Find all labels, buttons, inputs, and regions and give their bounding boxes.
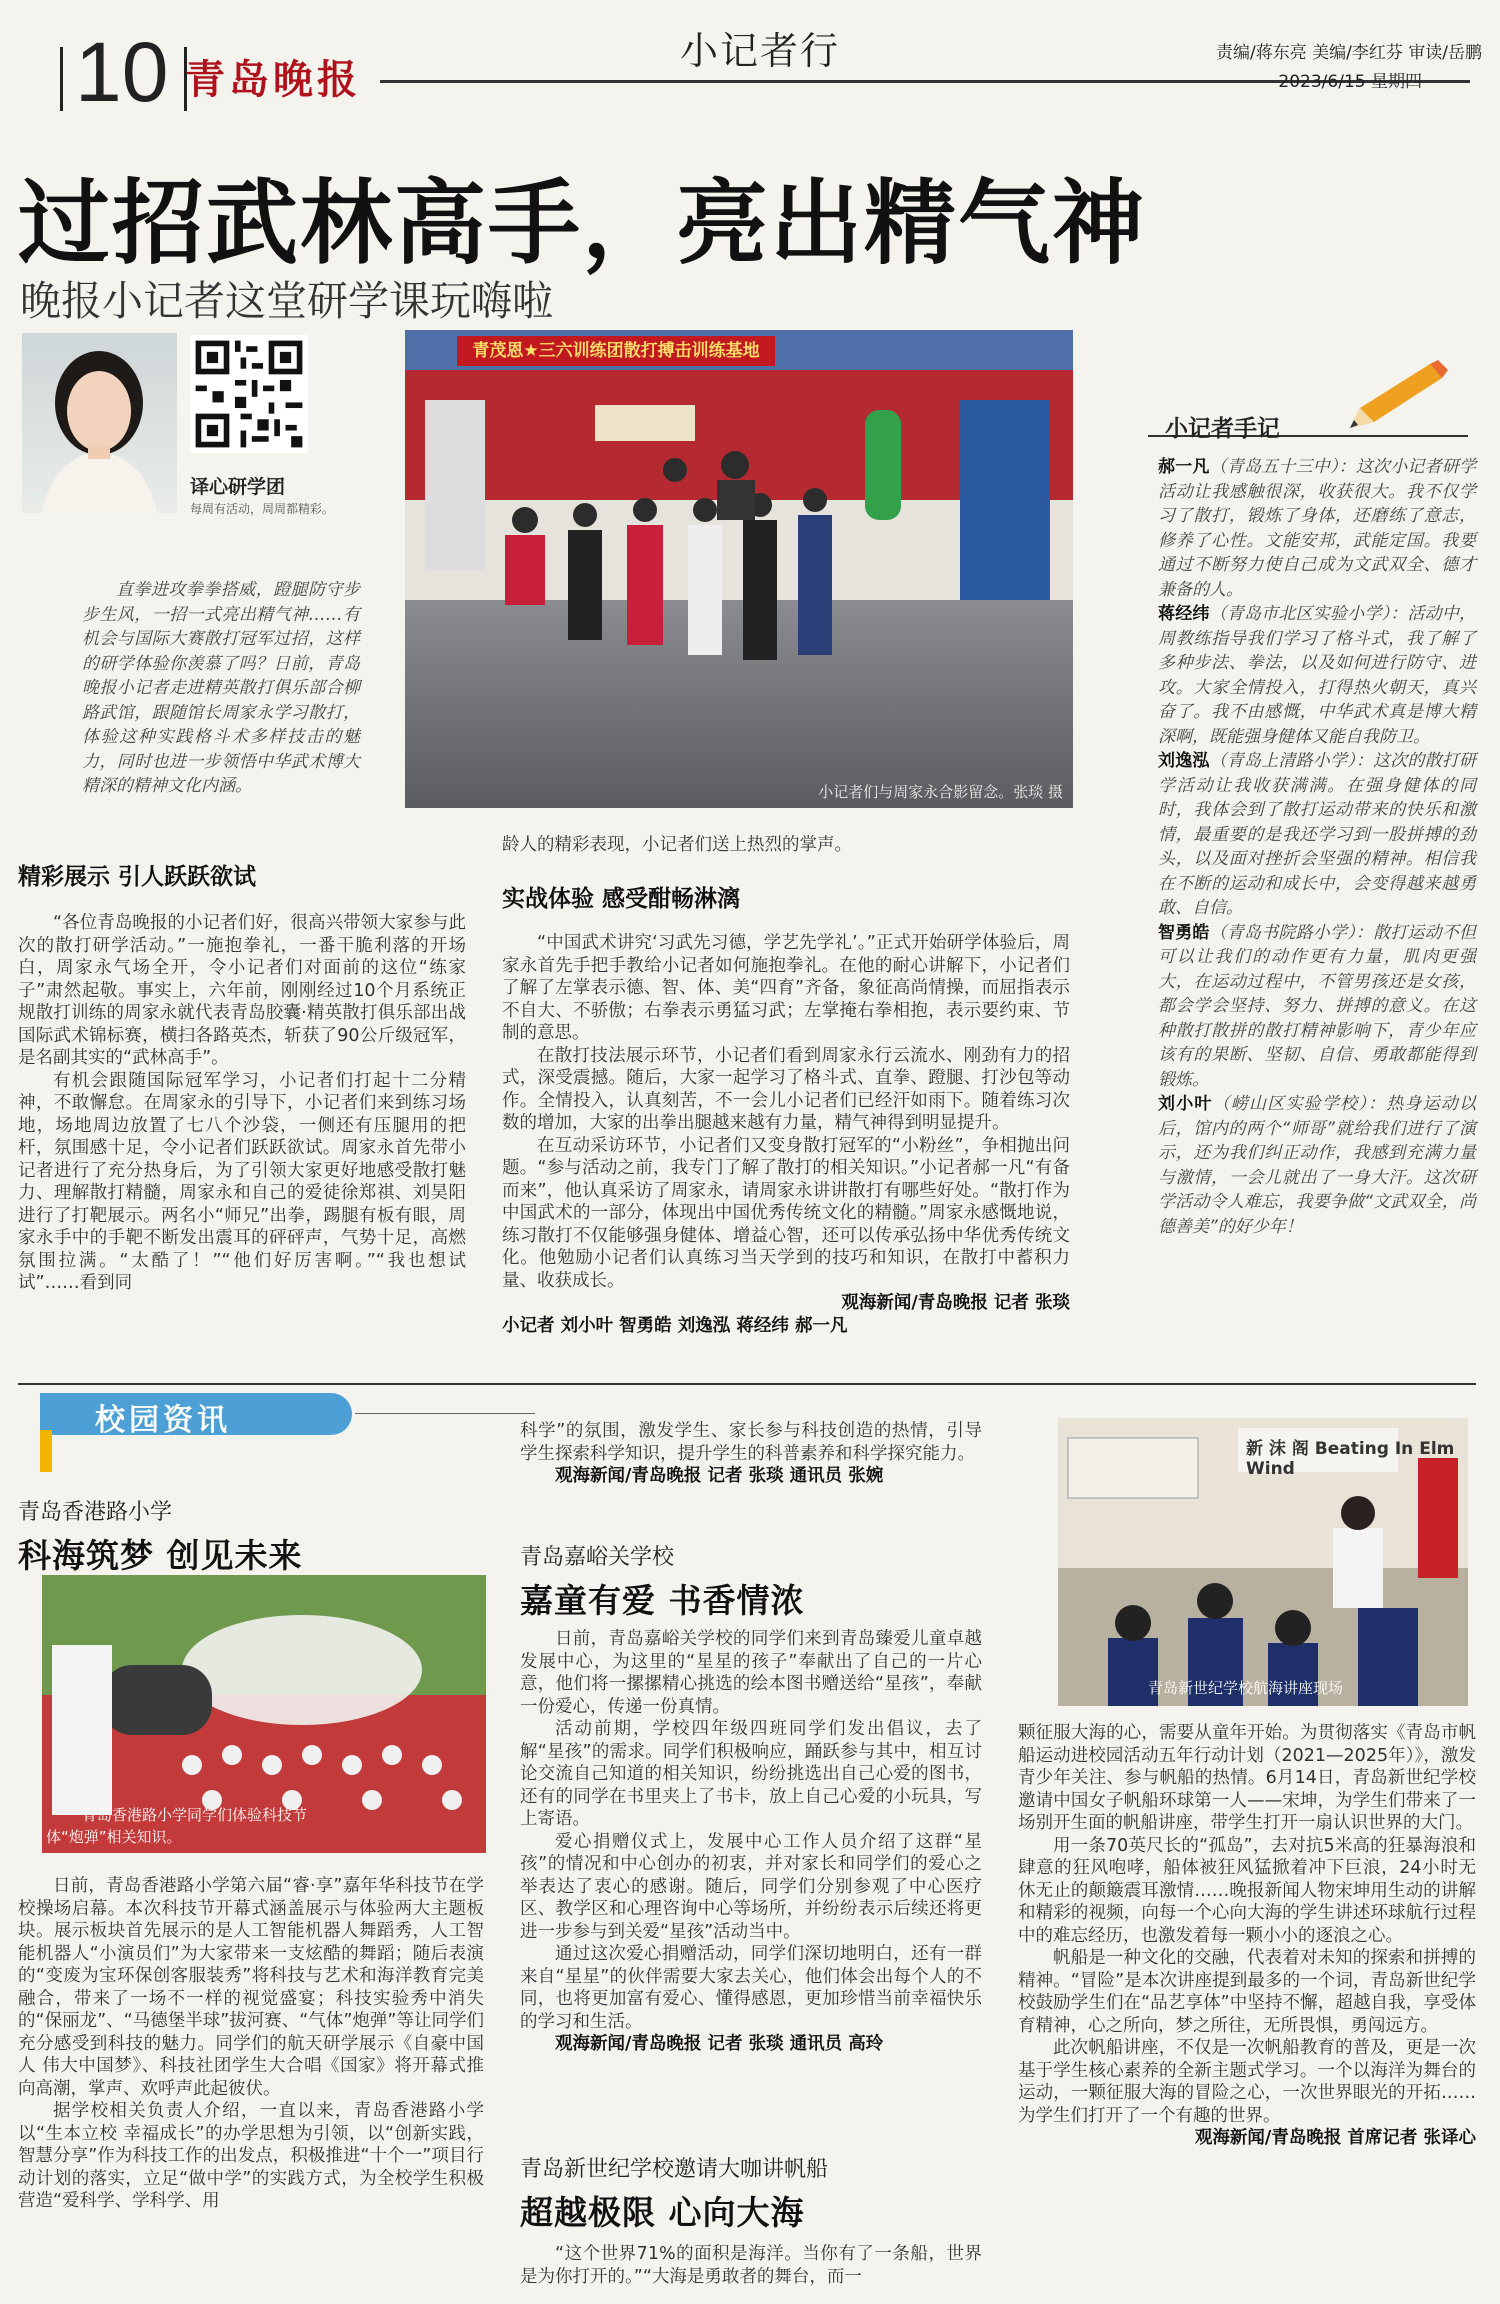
lead-photo [405,330,1073,808]
qr-code[interactable] [190,335,308,453]
note-item: 刘逸泓（青岛上清路小学）：这次的散打研学活动让我收获满满。在强身健体的同时，我体会到了散打运动带来的快乐和激情，最重要的是我还学习到一股拼搏的劲头，以及面对挫折会坚强的精神。相信我在不断的运动和成长中，会变得越来越勇敢、自信。 [1158,751,1477,918]
page-number: 10 [48,32,199,112]
section-heading-2: 实战体验 感受酣畅淋漓 [502,886,741,912]
a3-photo-caption: 青岛新世纪学校航海讲座现场 [1148,1679,1344,1697]
a3-body: 颗征服大海的心，需要从童年开始。为贯彻落实《青岛市帆船运动进校园活动五年行动计划（2021—2025年）》，激发青少年关注、参与帆船的热情。6月14日，青岛新世纪学校邀请中国女子帆船环球第一人——宋坤，为学生们带来了一场别开生面的帆船讲座，带学生打开一扇认识世界的大门。 用一条70英尺长的“孤岛”，去对抗5米高的狂暴海浪和肆意的狂风咆哮，船体被狂风猛掀着冲下巨浪，24小时无休无止的颠簸震耳激情……晚报新闻人物宋坤用生动的讲解和精彩的视频，向每一个心向大海的学生讲述环球航行过程中的难忘经历，也激发着每一颗小小的逐浪之心。 帆船是一种文化的交融，代表着对未知的探索和拼搏的精神。“冒险”是本次讲座提到最多的一个词，青岛新世纪学校鼓励学生们在“品艺享体”中坚持不懈，超越自我，享受体育精神，心之所向，梦之所往，无所畏惧，勇闯远方。 此次帆船讲座，不仅是一次帆船教育的普及，更是一次基于学生核心素养的全新主题式学习。一个以海洋为舞台的运动，一颗征服大海的冒险之心，一次世界眼光的开拓……为学生们打开了一个有趣的世界。 观海新闻/青岛晚报 首席记者 张译心 [1018,1723,1476,2148]
note-item: 蒋经纬（青岛市北区实验小学）：活动中，周教练指导我们学习了格斗式，我了解了多种步法、拳法，以及如何进行防守、进攻。大家全情投入，打得热火朝天，真兴奋了。我不由感慨，中华武术真是博大精深啊，既能强身健体又能自我防卫。 [1158,604,1477,747]
a3-body-start: “这个世界71%的面积是海洋。当你有了一条船，世界是为你打开的。”“大海是勇敢者的舞台，而一 [520,2244,982,2287]
brand-name: 译心研学团 [190,476,286,498]
section-divider [18,1383,1476,1385]
campus-label: 校园资讯 [95,1403,231,1438]
a1-body: 日前，青岛香港路小学第六届“睿·享”嘉年华科技节在学校操场启幕。本次科技节开幕式涵盖展示与体验两大主题板块。展示板块首先展示的是人工智能机器人舞蹈秀，人工智能机器人“小演员们”为大家带来一支炫酷的舞蹈；随后表演的“变废为宝环保创客服装秀”将科技与艺术和海洋教育完美融合，带来了一场不一样的视觉盛宴；科技实验秀中消失的“保丽龙”、“马德堡半球”拔河赛、“气体”炮弹”等让同学们充分感受到科技的魅力。同学们的航天研学展示《自豪中国人 伟大中国梦》、科技社团学生大合唱《国家》将开幕式推向高潮，掌声、欢呼声此起彼伏。 据学校相关负责人介绍，一直以来，青岛香港路小学以“生本立校 幸福成长”的办学思想为引领，以“创新实践，智慧分享”作为科技工作的出发点，积极推进“十个一”项目行动计划的落实，立足“做中学”的实践方式，为全校学生积极营造“爱科学、学科学、用 [18,1876,484,2211]
brand-slogan: 每周有活动，周周都精彩。 [190,502,335,516]
portrait-illustration [22,333,177,513]
a1-photo-caption-2: 体“炮弹”相关知识。 [46,1828,182,1846]
a1-title: 科海筑梦 创见未来 [18,1536,303,1575]
a3-photo [1058,1418,1468,1706]
note-item: 郝一凡（青岛五十三中）：这次小记者研学活动让我感触很深，收获很大。我不仅学习了散打，锻炼了身体，还磨练了意志，修养了心性。文能安邦，武能定国。我要通过不断努力使自己成为文武双全、德才兼备的人。 [1158,457,1477,600]
notes-title: 小记者手记 [1165,416,1280,442]
subhead: 晚报小记者这堂研学课玩嗨啦 [20,277,553,325]
section-title: 小记者行 [680,29,841,73]
headline: 过招武林高手，亮出精气神 [18,170,1147,277]
a1-photo [42,1575,486,1853]
campus-label-tab [40,1430,52,1472]
a3-title: 超越极限 心向大海 [520,2193,805,2232]
newspaper-logo: 青岛晚报 [185,56,361,103]
note-item: 智勇皓（青岛书院路小学）：散打运动不但可以让我们的动作更有力量，肌肉更强大，在运动过程中，不管男孩还是女孩，都会学会坚持、努力、拼搏的意义。在这种散打散拼的散打精神影响下，青少年应该有的果断、坚韧、自信、勇敢都能得到锻炼。 [1158,922,1477,1090]
notes-list [1158,455,1476,1239]
section-2-body: “中国武术讲究‘习武先习德，学艺先学礼’。”正式开始研学体验后，周家永首先手把手教给小记者如何施抱拳礼。在他的耐心讲解下，小记者们了解了左掌表示德、智、体、美“四育”齐备，象征高尚情操，而屈指表示不自大、不骄傲；右拳表示勇猛习武；左掌掩右拳相抱，表示要约束、节制的意思。 在散打技法展示环节，小记者们看到周家永行云流水、刚劲有力的招式，深受震撼。随后，大家一起学习了格斗式、直拳、蹬腿、打沙包等动作。全情投入，认真刻苦，不一会儿小记者们已经汗如雨下。随着练习次数的增加，大家的出拳出腿越来越有力量，精气神得到明显提升。 在互动采访环节，小记者们又变身散打冠军的“小粉丝”，争相抛出问题。“参与活动之前，我专门了解了散打的相关知识。”小记者郝一凡“有备而来”，他认真采访了周家永，请周家永讲讲散打有哪些好处。“散打作为中国武术的一部分，体现出中国优秀传统文化的精髓。”周家永感慨地说，练习散打不仅能够强身健体、增益心智，还可以传承弘扬中华优秀传统文化。他勉励小记者们认真练习当天学到的技巧和知识，在散打中蓄积力量、收获成长。 观海新闻/青岛晚报 记者 张琰 小记者 刘小叶 智勇皓 刘逸泓 蒋经纬 郝一凡 [502,933,1070,1336]
photo-banner: 青茂恩★三六训练团散打搏击训练基地 [457,336,775,366]
a2-school: 青岛嘉峪关学校 [520,1545,675,1570]
pencil-icon [1330,358,1450,438]
section-2-continued: 龄人的精彩表现，小记者们送上热烈的掌声。 [502,835,852,855]
lead-photo-illustration [405,330,1073,808]
note-item: 刘小叶（崂山区实验学校）：热身运动以后，馆内的两个“师哥”就给我们进行了演示，还为我们纠正动作，我感到充满力量与激情，一会儿就出了一身大汗。这次研学活动令人难忘，我要争做“文武双全，尚德善美”的好少年！ [1158,1094,1477,1237]
qr-code-icon [190,335,308,453]
a1-school: 青岛香港路小学 [18,1500,173,1525]
intro-text: 直拳进攻拳拳搭威，蹬腿防守步步生风，一招一式亮出精气神……有机会与国际大赛散打冠军过招，这样的研学体验你羡慕了吗？日前，青岛晚报小记者走进精英散打俱乐部合柳路武馆，跟随馆长周家永学习散打，体验这种实践格斗术多样技击的魅力，同时也进一步领悟中华武术博大精深的精神文化内涵。 [82,580,360,796]
campus-rule [355,1413,535,1414]
reporter-portrait [22,333,177,513]
section-1-body: “各位青岛晚报的小记者们好，很高兴带领大家参与此次的散打研学活动。”一施抱拳礼，一番干脆利落的开场白，周家永气场全开，令小记者们对面前的这位“练家子”肃然起敬。事实上，六年前，刚刚经过10个月系统正规散打训练的周家永就代表青岛胶囊·精英散打俱乐部出战国际武术锦标赛，横扫各路英杰，斩获了90公斤级冠军，是名副其实的“武林高手”。 有机会跟随国际冠军学习，小记者们打起十二分精神，不敢懈怠。在周家永的引导下，小记者们来到练习场地，场地周边放置了七八个沙袋，一侧还有压腿用的把杆，氛围感十足，令小记者们跃跃欲试。周家永首先带小记者进行了充分热身后，为了引领大家更好地感受散打魅力、理解散打精髓，周家永和自己的爱徒徐郑祺、刘昊阳进行了打靶展示。两名小“师兄”出拳，踢腿有板有眼，周家永手中的手靶不断发出震耳的砰砰声，气势十足，高燃氛围拉满。“太酷了！”“他们好厉害啊。”“我也想试试”……看到同 [18,913,466,1293]
masthead-credits: 责编/蒋东亮 美编/李红芬 审读/岳鹏 2023/6/15 星期四 [1216,43,1482,92]
a2-body: 日前，青岛嘉峪关学校的同学们来到青岛臻爱儿童卓越发展中心，为这里的“星星的孩子”奉献出了自己的一片心意，他们将一摞摞精心挑选的绘本图书赠送给“星孩”，奉献一份爱心，传递一份真情。 活动前期，学校四年级四班同学们发出倡议，去了解“星孩”的需求。同学们积极响应，踊跃参与其中，相互讨论交流自己知道的相关知识，纷纷挑选出自己心爱的图书，还有的同学在书里夹上了书卡，放上自己心爱的小玩具，写上寄语。 爱心捐赠仪式上，发展中心工作人员介绍了这群“星孩”的情况和中心创办的初衷，并对家长和同学们的爱心之举表达了衷心的感谢。随后，同学们分别参观了中心医疗区、教学区和心理咨询中心等场所，并纷纷表示后续还将更进一步参与到关爱“星孩”活动当中。 通过这次爱心捐赠活动，同学们深切地明白，还有一群来自“星星”的伙伴需要大家去关心，他们体会出每个人的不同，也将更加富有爱心、懂得感恩，更加珍惜当前幸福快乐的学习和生活。 观海新闻/青岛晚报 记者 张琰 通讯员 高玲 [520,1629,982,2054]
a3-photo-banner: 新 沫 阁 Beating In Elm Wind [1246,1439,1455,1479]
a2-title: 嘉童有爱 书香情浓 [520,1581,805,1620]
lead-photo-caption: 小记者们与周家永合影留念。张琰 摄 [818,783,1063,801]
a1-photo-caption: 青岛香港路小学同学们体验科技节 [82,1806,308,1824]
section-heading-1: 精彩展示 引人跃跃欲试 [18,864,257,890]
a3-school: 青岛新世纪学校邀请大咖讲帆船 [520,2157,829,2182]
a1-continued: 科学”的氛围，激发学生、家长参与科技创造的热情，引导学生探索科学知识，提升学生的科普素养和科学探究能力。 观海新闻/青岛晚报 记者 张琰 通讯员 张婉 [520,1421,982,1486]
